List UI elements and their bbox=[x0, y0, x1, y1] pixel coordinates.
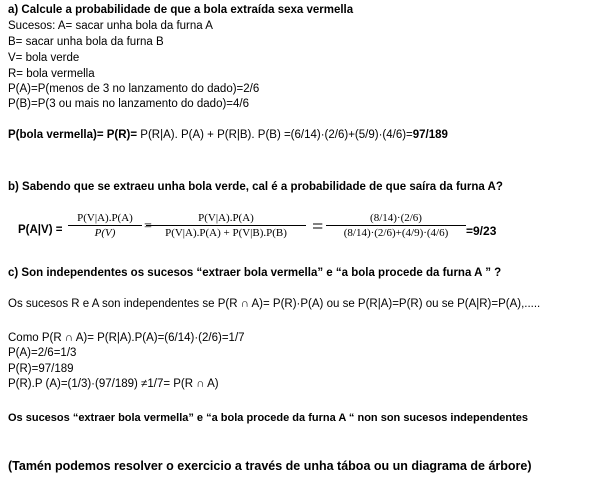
prob-a-line: P(A)=P(menos de 3 no lanzamento do dado)=2/6 bbox=[8, 83, 260, 95]
bayes-result: =9/23 bbox=[466, 224, 497, 238]
fraction-2-denominator: P(V|A).P(A) + P(V|B).P(B) bbox=[165, 227, 287, 239]
result-expression: P(R|A). P(A) + P(R|B). P(B) =(6/14)·(2/6)+(5/9)·(4/6)= bbox=[137, 129, 413, 141]
part-a-result bbox=[8, 128, 448, 142]
part-b-heading: b) Sabendo que se extraeu unha bola verde, cal é a probabilidade de que saíra da furna A? bbox=[8, 181, 503, 193]
prob-b-line: P(B)=P(3 ou mais no lanzamento do dado)=4/6 bbox=[8, 98, 250, 110]
product-line: P(R).P (A)=(1/3)·(97/189) ≠1/7= P(R ∩ A) bbox=[8, 378, 219, 390]
pr-line: P(R)=97/189 bbox=[8, 363, 74, 375]
event-a-definition: Sucesos: A= sacar unha bola da furna A bbox=[8, 20, 213, 32]
fraction-1-numerator: P(V|A).P(A) bbox=[68, 212, 142, 226]
pa-line: P(A)=2/6=1/3 bbox=[8, 347, 77, 359]
fraction-2-numerator: P(V|A).P(A) bbox=[146, 212, 306, 226]
fraction-1 bbox=[68, 212, 142, 239]
event-b-definition: B= sacar unha bola da furna B bbox=[8, 36, 164, 48]
como-line: Como P(R ∩ A)= P(R|A).P(A)=(6/14)·(2/6)=1/7 bbox=[8, 332, 245, 344]
bayes-lhs: P(A|V) = bbox=[18, 224, 63, 236]
equals-1: = bbox=[144, 219, 152, 234]
part-c-heading: c) Son independentes os sucesos “extraer bola vermella” e “a bola procede da furna A ” ? bbox=[8, 267, 502, 279]
fraction-3-denominator: (8/14)·(2/6)+(4/9)·(4/6) bbox=[343, 227, 449, 239]
independence-definition: Os sucesos R e A son independentes se P(R ∩ A)= P(R)·P(A) ou se P(R|A)=P(R) ou se P(A|R)=P(A),..... bbox=[8, 298, 541, 310]
equals-2: = bbox=[312, 216, 324, 238]
result-value: 97/189 bbox=[412, 129, 448, 141]
note: (Tamén podemos resolver o exercicio a través de unha táboa ou un diagrama de árbore) bbox=[8, 459, 532, 473]
event-r-definition: R= bola vermella bbox=[8, 68, 95, 80]
fraction-1-denominator: P(V) bbox=[94, 227, 116, 239]
event-v-definition: V= bola verde bbox=[8, 52, 80, 64]
result-lhs: P(bola vermella)= P(R)= bbox=[8, 129, 138, 141]
fraction-3 bbox=[326, 212, 466, 239]
conclusion: Os sucesos “extraer bola vermella” e “a bola procede da furna A “ non son sucesos independentes bbox=[8, 412, 529, 424]
fraction-2 bbox=[146, 212, 306, 239]
fraction-3-numerator: (8/14)·(2/6) bbox=[326, 212, 466, 226]
part-a-heading: a) Calcule a probabilidade de que a bola extraída sexa vermella bbox=[8, 4, 354, 16]
